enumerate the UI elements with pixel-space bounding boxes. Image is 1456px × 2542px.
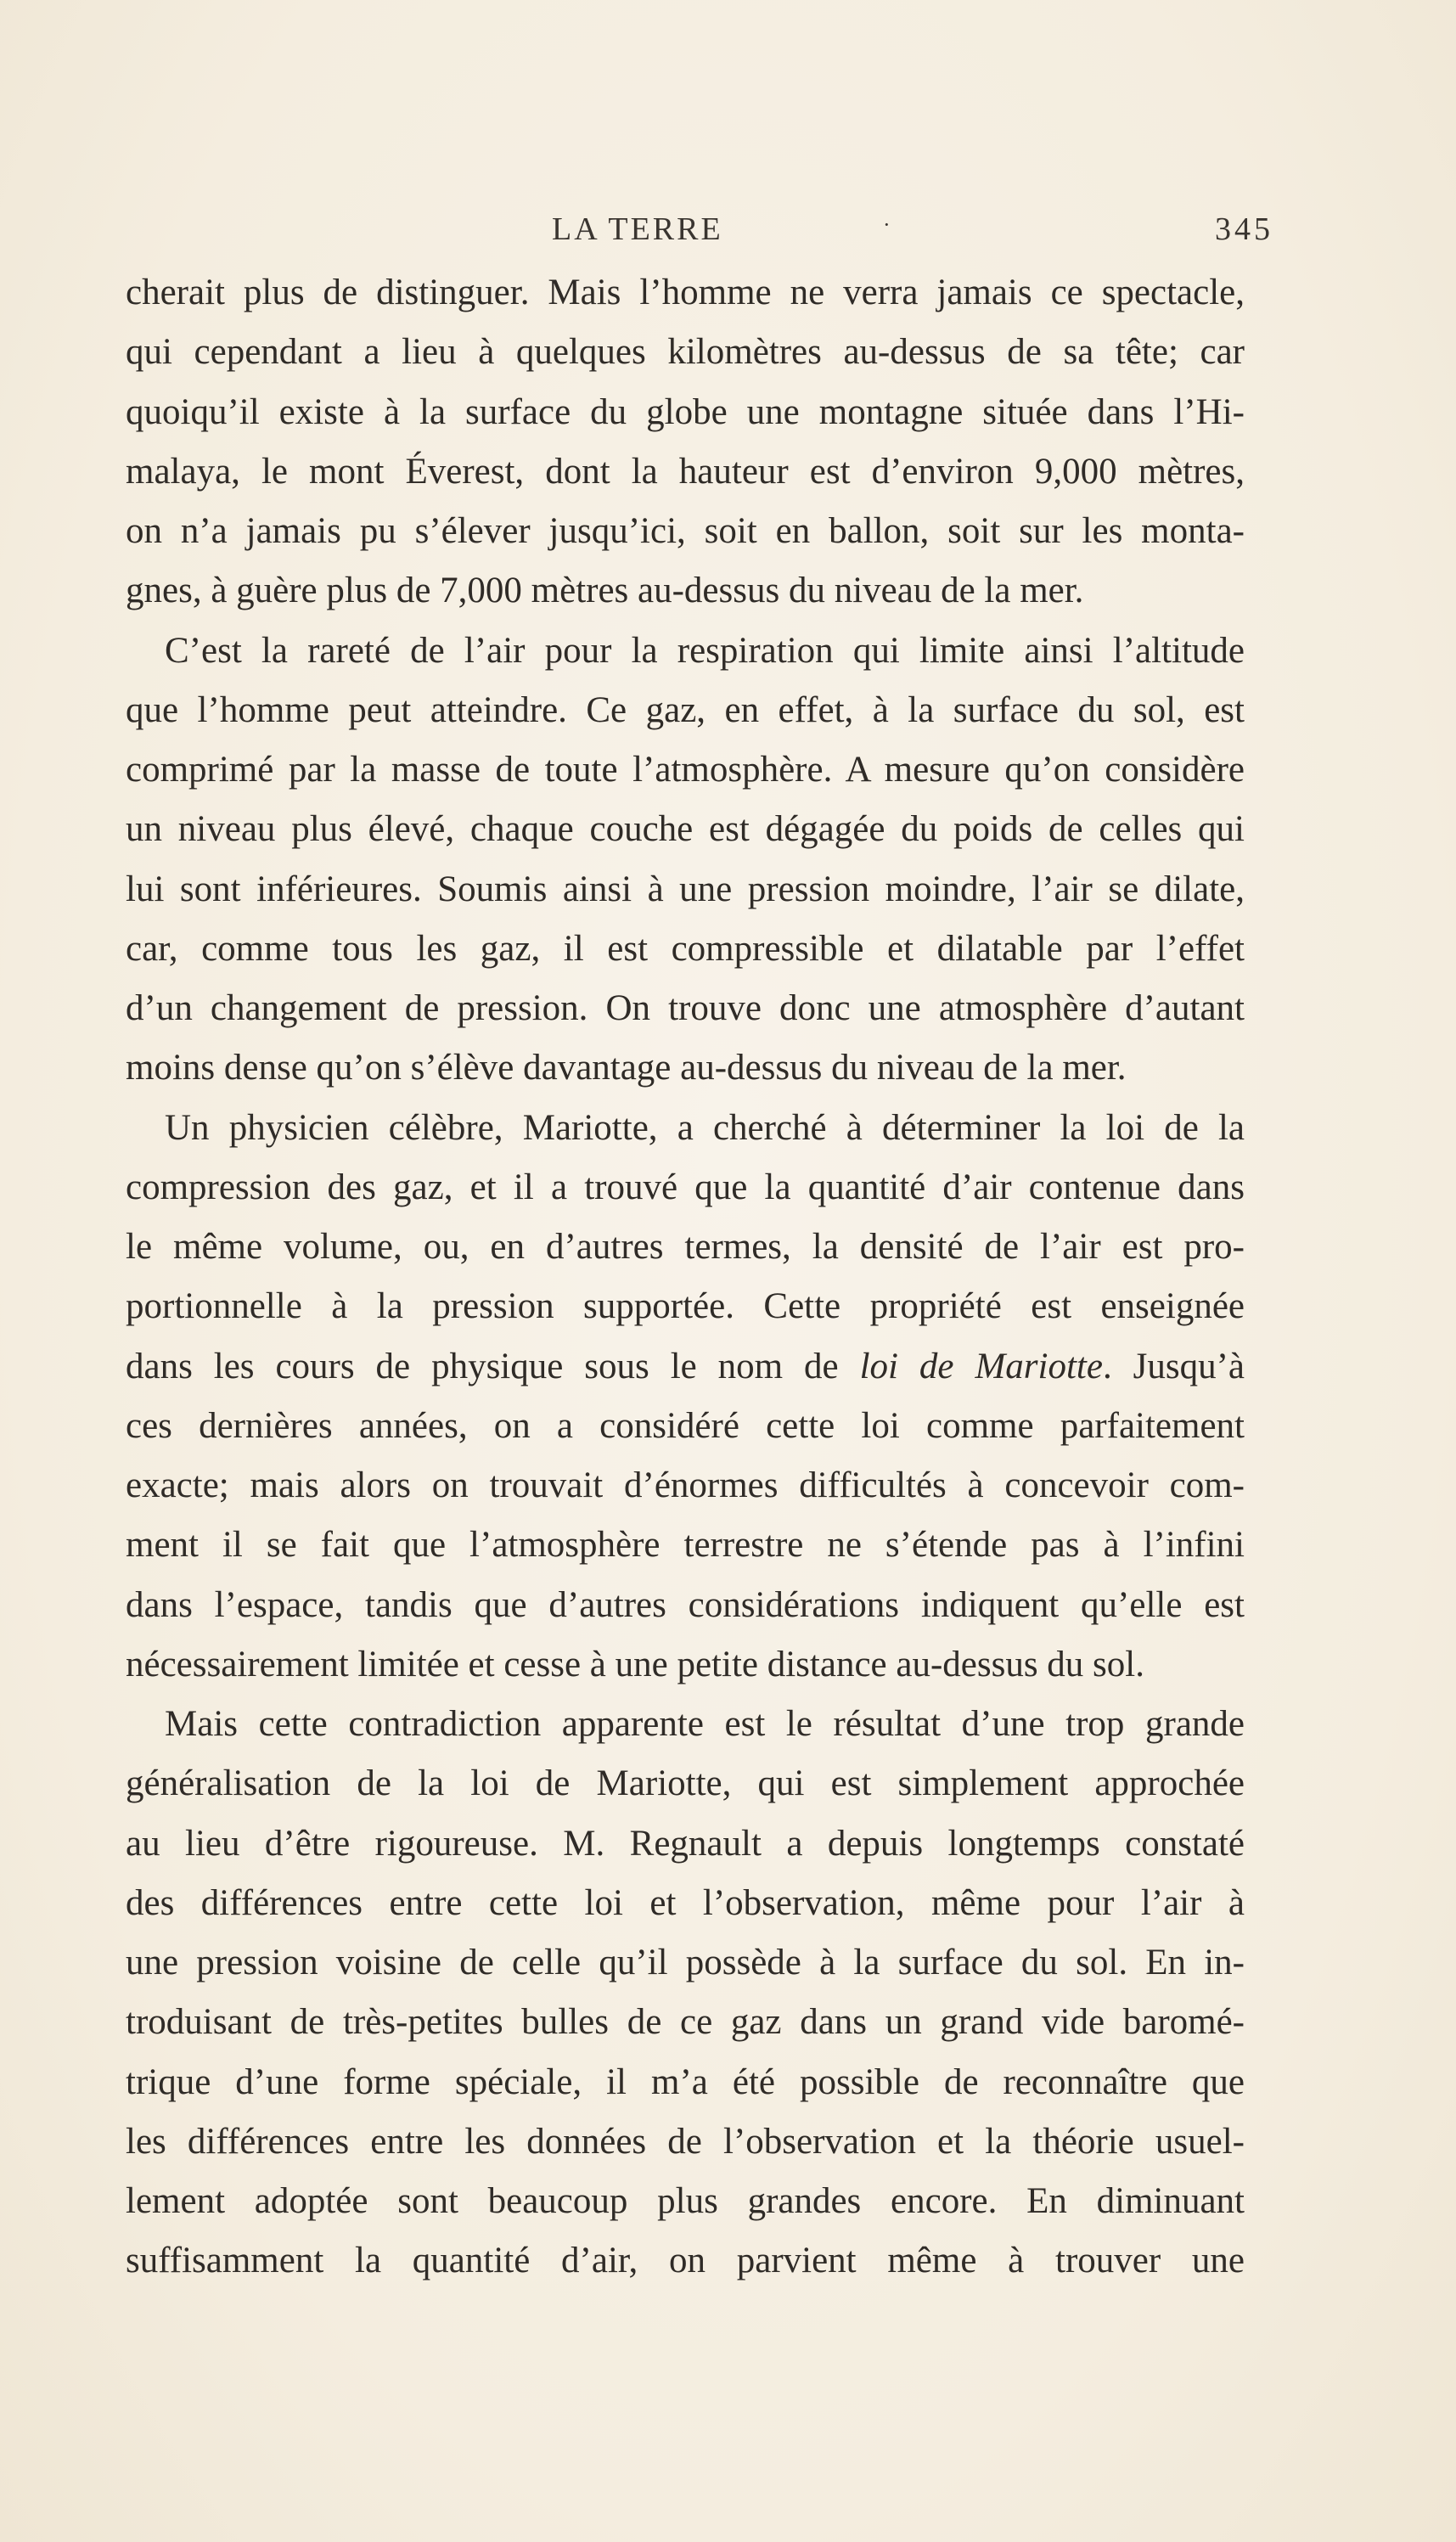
text-line-19 <box>126 1337 1245 1397</box>
page-number: 345 <box>1215 211 1273 247</box>
law-name-italic: loi de Mariotte <box>859 1346 1103 1386</box>
text-line-4: malaya, le mont Éverest, dont la hauteur est d’environ 9,000 mètres, <box>126 451 1245 492</box>
text-line-2: qui cependant a lieu à quelques kilomètres au-dessus de sa tête; car <box>126 332 1245 373</box>
text-line-18: portionnelle à la pression supportée. Cette propriété est enseignée <box>126 1286 1245 1327</box>
text-line-33: lement adoptée sont beaucoup plus grandes encore. En diminuant <box>126 2181 1245 2221</box>
text-line-34: suffisamment la quantité d’air, on parvient même à trouver une <box>126 2241 1245 2281</box>
text-line-26: généralisation de la loi de Mariotte, qui est simplement approchée <box>126 1763 1245 1804</box>
running-head-title: LA TERRE <box>552 211 723 247</box>
text-line-21: exacte; mais alors on trouvait d’énormes difficultés à concevoir com- <box>126 1465 1245 1505</box>
text-line-14: moins dense qu’on s’élève davantage au-dessus du niveau de la mer. <box>126 1048 1127 1088</box>
text-line-13: d’un changement de pression. On trouve donc une atmosphère d’autant <box>126 988 1245 1028</box>
text-line-1: cherait plus de distinguer. Mais l’homme ne verra jamais ce spectacle, <box>126 273 1245 312</box>
text-line-25: Mais cette contradiction apparente est le résultat d’une trop grande <box>165 1704 1245 1744</box>
body-text <box>126 263 1245 2292</box>
text-line-9: comprimé par la masse de toute l’atmosphère. A mesure qu’on considère <box>126 750 1245 790</box>
text-line-22: ment il se fait que l’atmosphère terrestre ne s’étende pas à l’infini <box>126 1525 1245 1566</box>
text-line-12: car, comme tous les gaz, il est compressible et dilatable par l’effet <box>126 928 1245 969</box>
text-line-19-start: dans les cours de physique sous le nom de <box>126 1346 860 1386</box>
text-line-15: Un physicien célèbre, Mariotte, a cherché à déterminer la loi de la <box>165 1107 1245 1148</box>
text-line-20: ces dernières années, on a considéré cette loi comme parfaitement <box>126 1405 1245 1446</box>
text-line-17: le même volume, ou, en d’autres termes, la densité de l’air est pro- <box>126 1227 1245 1267</box>
text-line-31: trique d’une forme spéciale, il m’a été possible de reconnaître que <box>126 2061 1245 2102</box>
text-line-6: gnes, à guère plus de 7,000 mètres au-dessus du niveau de la mer. <box>126 571 1084 611</box>
text-line-16: compression des gaz, et il a trouvé que la quantité d’air contenue dans <box>126 1167 1245 1207</box>
text-line-30: troduisant de très-petites bulles de ce gaz dans un grand vide baromé- <box>126 2002 1245 2043</box>
running-head-separator: · <box>883 212 893 237</box>
text-line-5: on n’a jamais pu s’élever jusqu’ici, soit en ballon, soit sur les monta- <box>126 511 1245 551</box>
text-line-7: C’est la rareté de l’air pour la respiration qui limite ainsi l’altitude <box>165 630 1245 671</box>
text-line-10: un niveau plus élevé, chaque couche est dégagée du poids de celles qui <box>126 809 1245 850</box>
text-line-32: les différences entre les données de l’observation et la théorie usuel- <box>126 2121 1245 2162</box>
text-line-8: que l’homme peut atteindre. Ce gaz, en effet, à la surface du sol, est <box>126 689 1245 730</box>
text-line-11: lui sont inférieures. Soumis ainsi à une pression moindre, l’air se dilate, <box>126 869 1245 909</box>
text-line-3: quoiqu’il existe à la surface du globe une montagne située dans l’Hi- <box>126 391 1245 432</box>
text-line-23: dans l’espace, tandis que d’autres considérations indiquent qu’elle est <box>126 1584 1245 1625</box>
text-line-29: une pression voisine de celle qu’il possède à la surface du sol. En in- <box>126 1943 1245 1982</box>
text-line-28: des différences entre cette loi et l’observation, même pour l’air à <box>126 1882 1245 1923</box>
text-line-19-end: . Jusqu’à <box>1102 1346 1245 1386</box>
text-line-27: au lieu d’être rigoureuse. M. Regnault a depuis longtemps constaté <box>126 1823 1245 1864</box>
text-line-24: nécessairement limitée et cesse à une petite distance au-dessus du sol. <box>126 1644 1144 1684</box>
